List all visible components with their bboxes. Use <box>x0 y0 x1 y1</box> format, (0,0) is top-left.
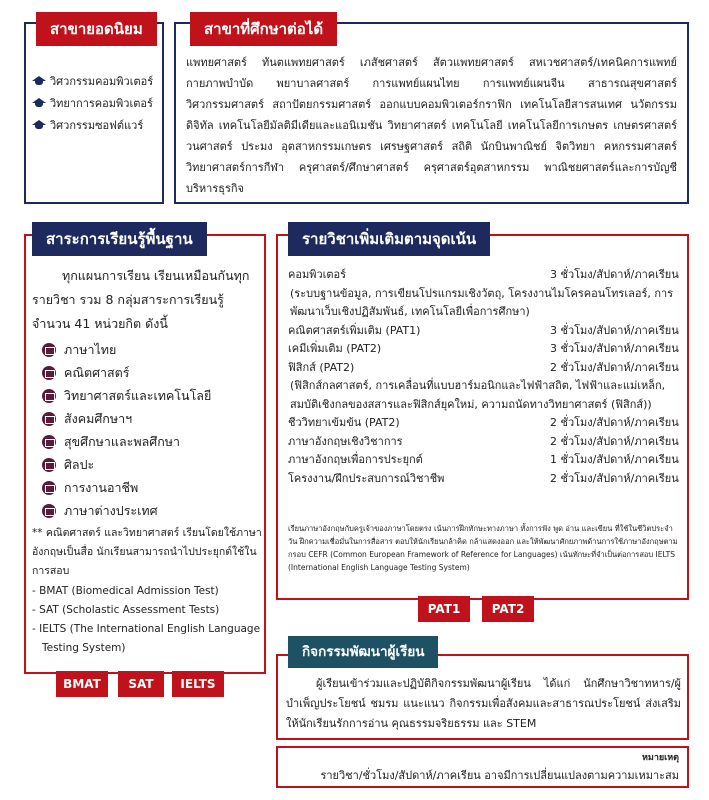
core-subjects-title: สาระการเรียนรู้พื้นฐาน <box>32 222 207 256</box>
book-icon <box>42 412 56 426</box>
list-item: วิศวกรรมคอมพิวเตอร์ <box>32 70 153 92</box>
core-intro: ทุกแผนการเรียน เรียนเหมือนกันทุกรายวิชา รวม 8 กลุ่มสาระการเรียนรู้ จำนวน 41 หน่วยกิต ดังนี้ <box>32 268 250 331</box>
further-study-text: แพทยศาสตร์ ทันตแพทยศาสตร์ เภสัชศาสตร์ สัตวแพทยศาสตร์ สหเวชศาสตร์/เทคนิคการแพทย์ กายภาพบำบัด พยาบาลศาสตร์ การแพทย์แผนไทย การแพทย์แผนจีน สาธารณสุขศาสตร์ วิศวกรรมศาสตร์ สถาปัตยกรรมศาสตร์ ออกแบบคอมพิวเตอร์กราฟิก เทคโนโลยีสารสนเทศ นวัตกรรมดิจิทัล เทคโนโลยีมัลติมีเดียและแอนิเมชัน วิทยาศาสตร์ เทคโนโลยี เทคโนโลยีการเกษตร เกษตรศาสตร์ วนศาสตร์ ประมง อุตสาหกรรมเกษตร เศรษฐศาสตร์ สถิติ นักบินพาณิชย์ จิตวิทยา คหกรรมศาสตร์ วิทยาศาสตร์การกีฬา ครุศาสตร์/ศึกษาศาสตร์ ครุศาสตร์อุตสาหกรรม พาณิชยศาสตร์และการบัญชี บริหารธุรกิจ <box>186 56 677 195</box>
footnote-text: รายวิชา/ชั่วโมง/สัปดาห์/ภาคเรียน อาจมีการเปลี่ยนแปลงตามความเหมาะสม <box>320 769 679 782</box>
list-item: คณิตศาสตร์ <box>42 361 211 384</box>
activities-text: ผู้เรียนเข้าร่วมและปฏิบัติกิจกรรมพัฒนาผู้เรียน ได้แก่ นักศึกษาวิชาทหาร/ผู้บำเพ็ญประโยชน์ ชมรม แนะแนว กิจกรรมเพื่อสังคมและสาธารณประโยชน์ ส่งเสริมให้นักเรียนรักการอ่าน คุณธรรมจริยธรรม และ STEM <box>286 677 681 730</box>
footnote-title: หมายเหตุ <box>641 753 679 763</box>
table-row: คอมพิวเตอร์ 3 ชั่วโมง/สัปดาห์/ภาคเรียน <box>288 268 679 281</box>
further-study-panel <box>174 22 689 204</box>
popular-majors-list <box>32 70 153 136</box>
book-icon <box>42 458 56 472</box>
list-item: การงานอาชีพ <box>42 476 211 499</box>
pat1-button[interactable]: PAT1 <box>418 596 470 622</box>
english-program-remark: เรียนภาษาอังกฤษกับครูเจ้าของภาษาโดยตรง เน้นการฝึกทักษะทางภาษา ทั้งการฟัง พูด อ่าน และเขียน ที่ใช้ในชีวิตประจำวัน ฝึกความเชื่อมั่นในการสื่อสาร ตอบให้นักเรียนกล้าคิด กล้าแสดงออก และให้พัฒนาศักยภาพด้านการใช้ภาษาอังกฤษตามกรอบ CEFR (Common European Framework of Reference for Languages) เน้นทักษะที่จำเป็นต่อการสอบ IELTS (International English Language Testing System) <box>288 524 678 572</box>
book-icon <box>42 343 56 357</box>
pat2-button[interactable]: PAT2 <box>482 596 534 622</box>
list-item: - SAT (Scholastic Assessment Tests) <box>32 604 220 616</box>
book-icon <box>42 435 56 449</box>
electives-title: รายวิชาเพิ่มเติมตามจุดเน้น <box>288 222 490 256</box>
activities-panel <box>276 644 689 740</box>
further-study-title: สาขาที่ศึกษาต่อได้ <box>190 12 337 46</box>
popular-majors-title: สาขายอดนิยม <box>36 12 157 46</box>
row-detail: (ฟิสิกส์กลศาสตร์, การเคลื่อนที่แบบฮาร์มอนิกและไฟฟ้าสถิต, ไฟฟ้าและแม่เหล็ก, สมบัติเชิงกลของสสารและฟิสิกส์ยุคใหม่, ความถนัดทางวิทยาศาสตร์ (ฟิสิกส์)) <box>290 379 666 411</box>
list-item: วิทยาการคอมพิวเตอร์ <box>32 92 153 114</box>
graduation-cap-icon <box>32 97 46 109</box>
ielts-button[interactable]: IELTS <box>172 671 224 697</box>
table-row: ภาษาอังกฤษเพื่อการประยุกต์ 1 ชั่วโมง/สัปดาห์/ภาคเรียน <box>288 453 679 466</box>
book-icon <box>42 366 56 380</box>
tests-list <box>32 582 264 658</box>
sat-button[interactable]: SAT <box>118 671 164 697</box>
table-row: ฟิสิกส์ (PAT2) 2 ชั่วโมง/สัปดาห์/ภาคเรียน <box>288 360 679 374</box>
table-row: โครงงาน/ฝึกประสบการณ์วิชาชีพ 2 ชั่วโมง/สัปดาห์/ภาคเรียน <box>288 471 679 485</box>
footnote-panel <box>276 746 689 788</box>
book-icon <box>42 389 56 403</box>
list-item: ภาษาต่างประเทศ <box>42 499 211 522</box>
list-item: ศิลปะ <box>42 453 211 476</box>
book-icon <box>42 504 56 518</box>
graduation-cap-icon <box>32 75 46 87</box>
bmat-button[interactable]: BMAT <box>56 671 108 697</box>
activities-title: กิจกรรมพัฒนาผู้เรียน <box>288 636 438 668</box>
book-icon <box>42 481 56 495</box>
core-subjects-panel <box>24 230 266 674</box>
table-row: ชีววิทยาเข้มข้น (PAT2) 2 ชั่วโมง/สัปดาห์/ภาคเรียน <box>288 416 679 429</box>
graduation-cap-icon <box>32 119 46 131</box>
table-row: เคมีเพิ่มเติม (PAT2) 3 ชั่วโมง/สัปดาห์/ภาคเรียน <box>288 342 679 355</box>
electives-panel <box>276 230 689 600</box>
electives-table <box>288 266 679 488</box>
list-item: วิทยาศาสตร์และเทคโนโลยี <box>42 384 211 407</box>
popular-majors-panel <box>24 22 164 204</box>
list-item: วิศวกรรมซอฟต์แวร์ <box>32 114 153 136</box>
list-item: ภาษาไทย <box>42 338 211 361</box>
list-item: สุขศึกษาและพลศึกษา <box>42 430 211 453</box>
row-detail: (ระบบฐานข้อมูล, การเขียนโปรแกรมเชิงวัตถุ, โครงงานไมโครคอนโทรเลอร์, การพัฒนาเว็บเชิงปฏิสัมพันธ์, เทคโนโลยีเพื่อการศึกษา) <box>290 286 674 318</box>
english-medium-note: ** คณิตศาสตร์ และวิทยาศาสตร์ เรียนโดยใช้ภาษาอังกฤษเป็นสื่อ นักเรียนสามารถนำไปประยุกต์ใช้ในการสอบ <box>32 527 262 577</box>
list-item: - BMAT (Biomedical Admission Test) <box>32 585 219 597</box>
table-row: ภาษาอังกฤษเชิงวิชาการ 2 ชั่วโมง/สัปดาห์/ภาคเรียน <box>288 434 679 448</box>
learning-groups-list <box>42 338 211 522</box>
table-row: คณิตศาสตร์เพิ่มเติม (PAT1) 3 ชั่วโมง/สัปดาห์/ภาคเรียน <box>288 323 679 337</box>
list-item: สังคมศึกษาฯ <box>42 407 211 430</box>
list-item: - IELTS (The International English Language Testing System) <box>32 623 261 654</box>
